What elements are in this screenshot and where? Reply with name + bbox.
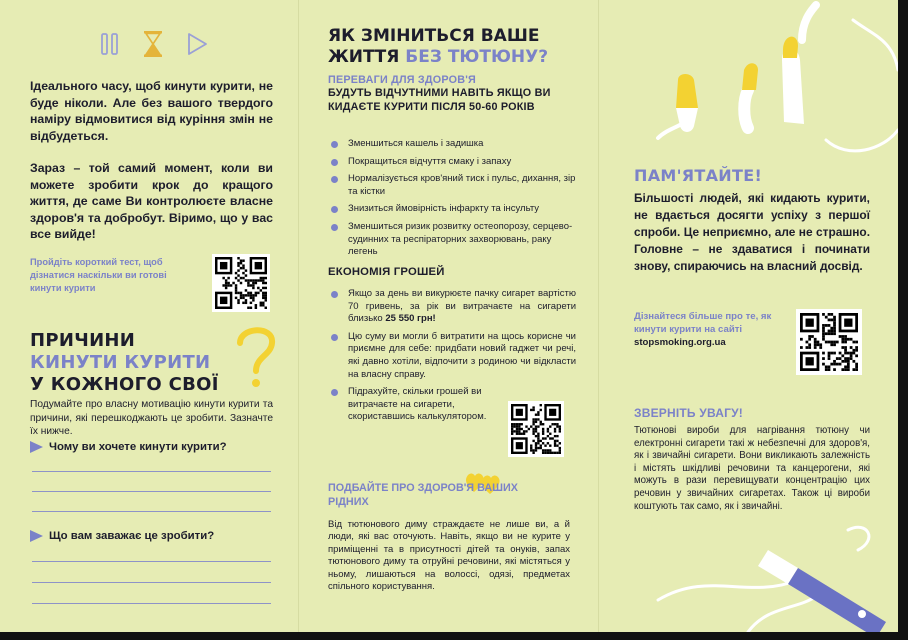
test-hint: Пройдіть короткий тест, щоб дізнатися наскільки ви готові кинути курити [30, 257, 167, 293]
list-item: Нормалізується кров'яний тиск і пульс, дихання, зір та кістки [328, 173, 576, 198]
reasons-heading-line2: КИНУТИ КУРИТИ [30, 352, 211, 373]
reasons-heading-line1: ПРИЧИНИ [30, 330, 136, 351]
question-1-label: Чому ви хочете кинути курити? [49, 441, 227, 453]
broken-cigarettes-illustration [598, 0, 898, 180]
list-item: Підрахуйте, скільки грошей ви витрачаєте на сигарети, скориставшись калькулятором. [328, 386, 498, 424]
more-info-text: Дізнайтеся більше про те, як кинути курити на сайті [634, 311, 772, 335]
econ-text: Якщо за день ви викурюєте пачку сигарет вартістю 70 гривень, за рік ви витрачаєте на сигарети близько [348, 288, 576, 325]
health-benefits-list [328, 138, 576, 264]
qr-icon [511, 404, 561, 454]
column-middle [298, 0, 598, 632]
site-link[interactable]: stopsmoking.org.ua [634, 337, 726, 348]
more-info [634, 310, 786, 349]
answer-line[interactable] [32, 471, 271, 472]
health-title: ПЕРЕВАГИ ДЛЯ ЗДОРОВ'Я [328, 74, 476, 86]
health-subtitle: БУДУТЬ ВІДЧУТНИМИ НАВІТЬ ЯКЩО ВИ КИДАЄТЕ КУРИТИ ПІСЛЯ 50-60 РОКІВ [328, 87, 551, 113]
life-title-part: ЖИТТЯ [328, 47, 406, 67]
life-title-line2 [328, 47, 548, 68]
intro-paragraph-2: Зараз – той самий момент, коли ви можете зробити крок до кращого життя, де саме Ви контролюєте власне здоров'я та добробут. Віримо, що у вас все вийде! [30, 161, 273, 242]
answer-line[interactable] [32, 582, 271, 583]
remember-title: ПАМ'ЯТАЙТЕ! [634, 166, 763, 185]
list-item [328, 288, 576, 326]
list-item: Знизиться ймовірність інфаркту та інсульту [328, 203, 576, 216]
family-title: ПОДБАЙТЕ ПРО ЗДОРОВ'Я ВАШИХ РІДНИХ [328, 482, 518, 508]
attention-paragraph: Тютюнові вироби для нагрівання тютюну чи електронні сигарети такі ж небезпечні для здоров'я, як і звичайні сигарети. Вони викликають залежність і містять шкідливі речовини та канцерогени, які можуть в рази перевищувати концентрацію цих речовин у звичайних сигаретах. Також ці вироби коштують так само, як і звичайні. [634, 425, 870, 512]
play-icon [186, 32, 208, 56]
answer-line[interactable] [32, 603, 271, 604]
economy-title: ЕКОНОМІЯ ГРОШЕЙ [328, 266, 445, 278]
media-icons [100, 30, 208, 58]
attention-title: ЗВЕРНІТЬ УВАГУ! [634, 406, 743, 420]
column-left [0, 0, 298, 632]
econ-amount: 25 550 грн! [385, 313, 436, 325]
column-right [598, 0, 898, 632]
life-title-highlight: БЕЗ ТЮТЮНУ? [405, 47, 549, 67]
arrow-icon [30, 441, 43, 453]
question-2 [30, 530, 214, 542]
pause-icon [100, 32, 120, 56]
hourglass-icon [142, 30, 164, 58]
qr-code-site[interactable] [796, 309, 862, 375]
question-mark-icon [234, 323, 278, 389]
intro-paragraph-1: Ідеального часу, щоб кинути курити, не буде ніколи. Але без вашого твердого наміру відмовитися від куріння змін не відбудеться. [30, 79, 273, 143]
reasons-intro: Подумайте про власну мотивацію кинути курити та причини, які перешкоджають це зробити. Зазначте їх нижче. [30, 399, 273, 438]
qr-icon [215, 257, 267, 309]
qr-code-calculator[interactable] [508, 401, 564, 457]
reasons-heading-line3: У КОЖНОГО СВОЇ [30, 374, 219, 395]
list-item: Покращиться відчуття смаку і запаху [328, 156, 576, 169]
question-2-label: Що вам заважає це зробити? [49, 530, 215, 542]
remember-paragraph: Більшості людей, які кидають курити, не вдається досягти успіху з першої спроби. Це неприємно, але не страшно. Головне – не здаватися і починати знову, спираючись на власний досвід. [634, 191, 870, 273]
list-item: Цю суму ви могли б витратити на щось корисне чи приємне для себе: придбати новий гаджет чи речі, які давно хотіли, відпочити з родиною чи відкласти на власну справу. [328, 331, 576, 381]
list-item: Зменшиться кашель і задишка [328, 138, 576, 151]
life-title-line1: ЯК ЗМІНИТЬСЯ ВАШЕ [328, 26, 540, 46]
answer-line[interactable] [32, 511, 271, 512]
question-1 [30, 441, 227, 453]
qr-code-test[interactable] [212, 254, 270, 312]
arrow-icon [30, 530, 43, 542]
answer-line[interactable] [32, 561, 271, 562]
answer-line[interactable] [32, 491, 271, 492]
family-paragraph: Від тютюнового диму страждаєте не лише ви, а й люди, які вас оточують. Навіть, якщо ви не курите у приміщенні та в присутності дітей та онуків, запах тютюнового диму та отруйні речовини, які містяться у ньому, лишаються на волоссі, одязі, предметах спільного користування. [328, 519, 570, 593]
list-item: Зменшиться ризик розвитку остеопорозу, серцево-судинних та респіраторних захворювань, раку легень [328, 221, 576, 259]
e-cigarette-illustration [598, 510, 898, 632]
qr-icon [800, 313, 858, 371]
